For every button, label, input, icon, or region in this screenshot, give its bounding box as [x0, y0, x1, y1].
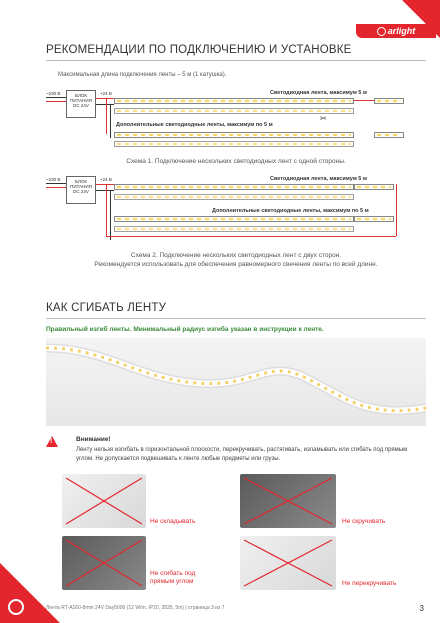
corner-decoration-bottom — [0, 563, 60, 623]
led-strip-tail — [374, 98, 404, 104]
led-strip-extra — [114, 216, 354, 222]
cross-icon — [240, 536, 336, 590]
bent-strip-illustration — [46, 338, 426, 426]
output-voltage-label: +24 В — [100, 177, 112, 182]
wire — [46, 101, 66, 102]
cross-icon — [62, 474, 146, 528]
photo-overtwist-label: Не перекручивать — [342, 580, 397, 587]
wire — [110, 190, 111, 240]
led-strip-extra-tail — [354, 216, 394, 222]
brand-mark-icon — [8, 599, 24, 615]
led-strip-extra-2 — [114, 141, 354, 147]
photo-twist — [240, 474, 336, 528]
wire — [106, 236, 396, 237]
photo-overtwist — [240, 536, 336, 590]
led-strip-main-2 — [114, 108, 354, 114]
correct-bend-note: Правильный изгиб ленты. Минимальный радиус изгиба указан в инструкции к ленте. — [46, 326, 324, 333]
wire — [46, 187, 66, 188]
strip-main-label: Светодиодная лента, максимум 5 м — [270, 90, 367, 96]
wire — [96, 184, 114, 185]
photo-right-angle-label: Не сгибать под прямым углом — [150, 570, 196, 585]
divider — [46, 318, 426, 319]
strip-extra-label: Дополнительные светодиодные ленты, максимум по 5 м — [212, 208, 369, 214]
photo-twist-label: Не скручивать — [342, 518, 386, 525]
scheme-2-caption-line-2: Рекомендуется использовать для обеспечения равномерного свечения ленты по всей длине. — [94, 261, 378, 268]
output-voltage-label: +24 В — [100, 91, 112, 96]
wire — [96, 98, 114, 99]
wire — [396, 184, 397, 236]
scissors-icon: ✂ — [320, 114, 327, 123]
wire — [46, 97, 66, 98]
power-supply-box: БЛОК ПИТАНИЯ DC 24V — [66, 90, 96, 118]
photo-fold — [62, 474, 146, 528]
photo-right-angle — [62, 536, 146, 590]
wire — [106, 184, 107, 236]
cross-icon — [240, 474, 336, 528]
warning-icon: ! — [46, 436, 58, 447]
led-strip-extra-2 — [114, 226, 354, 232]
wire — [96, 104, 114, 105]
cross-icon — [62, 536, 146, 590]
warning-text: Ленту нельзя изгибать в горизонтальной плоскости, перекручивать, растягивать, изламывать или сгибать под прямым углом. Не допускается подвешивать к ленте любые предметы или грузы. — [76, 447, 408, 462]
scheme-2-caption — [46, 251, 426, 269]
strip-extra-label: Дополнительные светодиодные ленты, максимум по 5 м — [116, 122, 273, 128]
wire — [354, 100, 374, 101]
divider — [46, 60, 426, 61]
wire — [46, 183, 66, 184]
logo-text: arlight — [387, 26, 416, 36]
max-length-note: Максимальная длина подключения ленты – 5 м (1 катушка). — [58, 72, 227, 78]
power-supply-box: БЛОК ПИТАНИЯ DC 24V — [66, 176, 96, 204]
section-title-bending: КАК СГИБАТЬ ЛЕНТУ — [46, 302, 167, 314]
led-strip-main — [114, 98, 354, 104]
input-voltage-label: ~230 В — [46, 91, 61, 96]
led-strip-extra-tail — [374, 132, 404, 138]
scheme-1-caption: Схема 1. Подключение нескольких светодиодных лент с одной стороны. — [126, 158, 346, 165]
wire — [106, 98, 107, 134]
led-strip-main-2 — [114, 194, 354, 200]
page-number: 3 — [419, 604, 424, 613]
brand-logo — [356, 24, 436, 38]
led-strip-extra — [114, 132, 354, 138]
strip-main-label: Светодиодная лента, максимум 5 м — [270, 176, 367, 182]
logo-mark-icon — [377, 27, 386, 36]
photo-fold-label: Не складывать — [150, 518, 196, 525]
wire — [110, 104, 111, 138]
led-strip-main — [114, 184, 354, 190]
wire — [96, 190, 114, 191]
input-voltage-label: ~230 В — [46, 177, 61, 182]
led-strip-tail — [354, 184, 394, 190]
scheme-2-caption-line-1: Схема 2. Подключение нескольких светодиодных лент с двух сторон. — [130, 252, 342, 259]
footer-text: Лента RT-A160-8mm 24V Day5000 (12 W/m, IP20, 2835, 5m) | страница 3 из 7 — [46, 605, 225, 611]
warning-title: Внимание! — [76, 436, 111, 443]
correct-bend-photo — [46, 338, 426, 426]
section-title-connection: РЕКОМЕНДАЦИИ ПО ПОДКЛЮЧЕНИЮ И УСТАНОВКЕ — [46, 44, 352, 56]
